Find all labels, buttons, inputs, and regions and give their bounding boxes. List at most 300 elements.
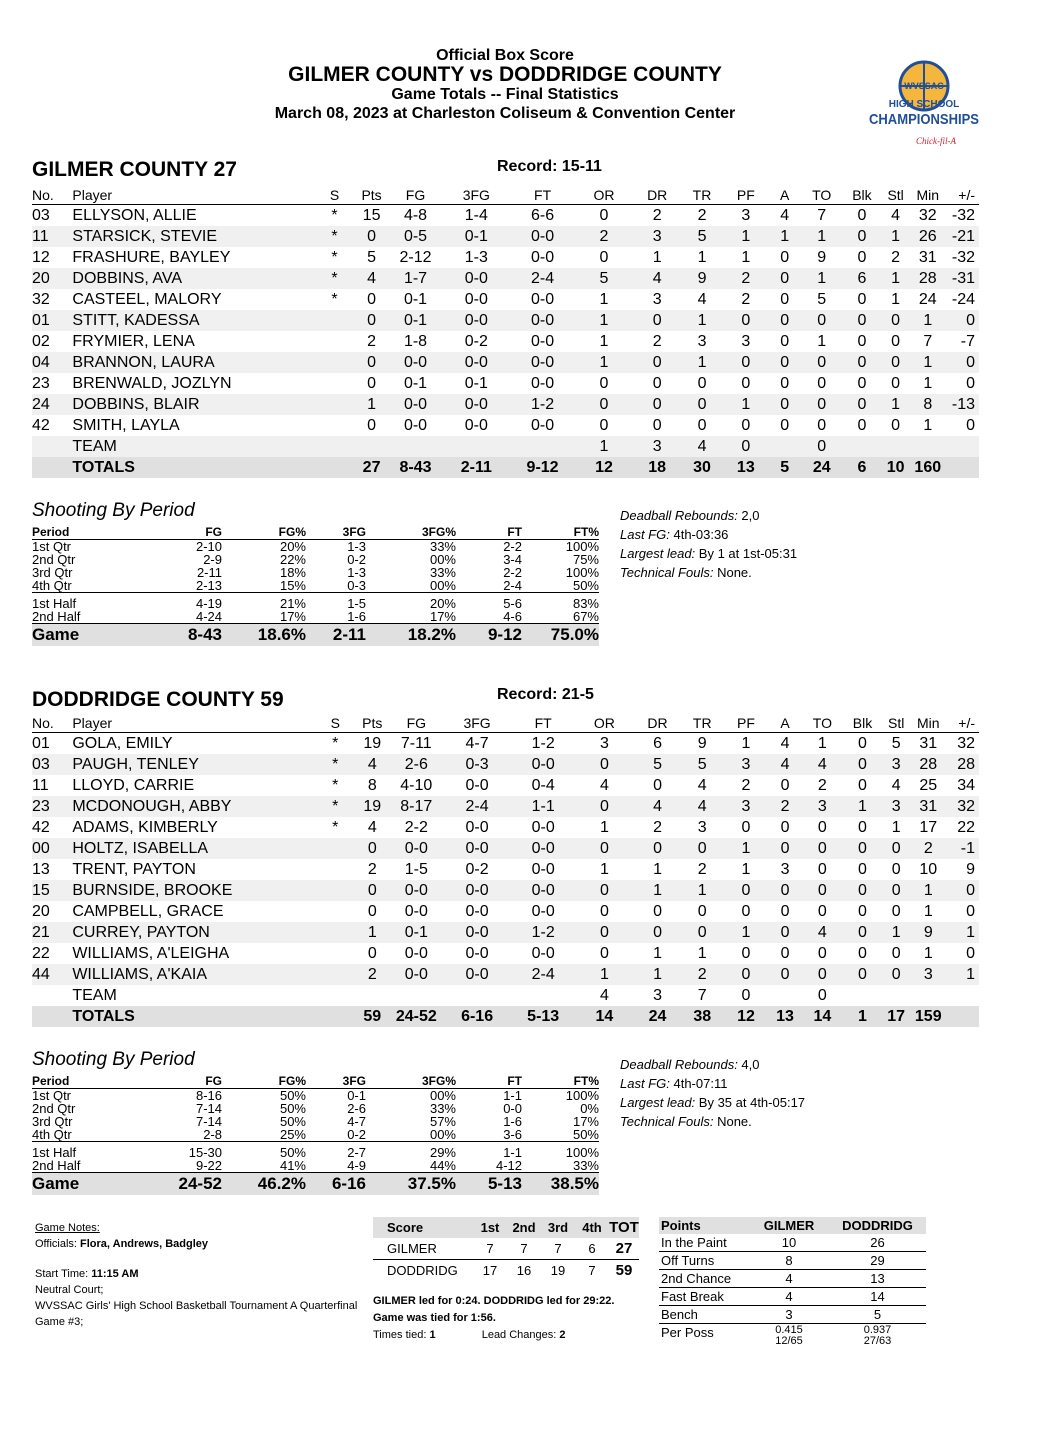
header-row [32, 714, 979, 733]
stat-cell: * [331, 290, 338, 308]
stat-cell: 1 [802, 268, 842, 289]
player-row [32, 373, 979, 394]
stat-cell: 0 [768, 922, 803, 943]
period-cell: 18% [279, 565, 306, 580]
half-cell: 1-5 [306, 593, 366, 611]
stat-cell: 0 [802, 310, 842, 331]
stat-cell: 3 [724, 796, 768, 817]
stat-cell: 1 [680, 352, 724, 373]
stat-cell: 0 [780, 902, 790, 920]
stat-cell: 0 [802, 838, 842, 859]
stat-cell: 2-4 [512, 964, 574, 985]
stat-cell: 0-0 [464, 290, 488, 308]
stat-cell: 0 [354, 838, 391, 859]
player-row [32, 943, 979, 964]
stat-cell: 0-0 [403, 416, 428, 434]
stat-cell: 03 [32, 754, 72, 775]
stat-cell: 0 [858, 734, 867, 752]
half-cell: 1-1 [456, 1142, 522, 1160]
per-poss-value [829, 1324, 926, 1349]
period-cell: 3rd Qtr [32, 565, 73, 580]
column-header: S [316, 186, 354, 205]
stat-cell: 0 [780, 332, 790, 350]
note-value: None. [713, 565, 752, 580]
period-cell: 1-3 [347, 565, 366, 580]
per-poss-ratio: 12/65 [775, 1335, 803, 1347]
half-cell: 33% [572, 1158, 599, 1173]
stat-cell: 00 [32, 838, 72, 859]
stat-cell: BRENWALD, JOZLYN [72, 374, 232, 392]
period-cell: 3rd Qtr [32, 1114, 73, 1129]
stat-cell: 0 [634, 394, 680, 415]
stat-cell [442, 985, 512, 1006]
period-cell: 3-4 [503, 552, 522, 567]
stat-cell: 0-0 [512, 754, 574, 775]
per-poss-rate: 0.937 [863, 1324, 892, 1336]
stat-cell: 32 [918, 206, 937, 224]
stat-cell: 0 [858, 944, 867, 962]
stat-cell [511, 436, 573, 457]
stat-cell: 0 [883, 838, 910, 859]
total-cell: 18 [634, 457, 680, 478]
game-cell: 46.2% [222, 1173, 306, 1196]
stat-cell: 7 [923, 332, 933, 350]
stat-cell: 01 [32, 310, 72, 331]
stat-cell: 1-7 [390, 268, 441, 289]
period-row [32, 1089, 599, 1103]
shooting-column-header: FG% [222, 1075, 306, 1089]
half-cell: 2nd Half [32, 1158, 81, 1173]
column-header: FG [391, 714, 442, 733]
stat-cell [317, 838, 354, 859]
total-cell: 27 [353, 457, 390, 478]
stat-cell: BRANNON, LAURA [72, 352, 315, 373]
stat-cell: 0 [780, 374, 790, 392]
stat-cell: 0 [741, 374, 751, 392]
period-cell: 7-14 [195, 1114, 222, 1129]
points-cell: 8 [749, 1252, 829, 1270]
column-header: TO [802, 714, 842, 733]
stat-cell: 0 [857, 374, 867, 392]
column-header: DR [635, 714, 681, 733]
stat-cell: 0 [574, 880, 634, 901]
column-header: Stl [883, 714, 910, 733]
total-cell: 159 [910, 1006, 947, 1027]
stat-cell: 0 [653, 902, 662, 920]
column-header: No. [32, 714, 72, 733]
period-cell: 2-13 [195, 578, 222, 593]
half-row [32, 1159, 599, 1173]
period-cell: 8-16 [195, 1088, 222, 1103]
stat-cell [316, 415, 354, 436]
stat-cell: 2 [891, 248, 901, 266]
score-cell: 19 [550, 1263, 566, 1278]
score-row [373, 1260, 639, 1282]
team2-shooting-title: Shooting By Period [32, 1049, 195, 1070]
half-cell: 1st Half [32, 593, 122, 611]
stat-cell: 0 [741, 818, 751, 836]
period-cell: 25% [279, 1127, 306, 1142]
game-cell: 6-16 [306, 1173, 366, 1196]
score-cell: 16 [516, 1263, 532, 1278]
game-cell: 37.5% [366, 1173, 456, 1196]
period-cell: 00% [429, 1127, 456, 1142]
stat-cell: 0 [857, 206, 867, 224]
stat-cell: 2 [817, 776, 827, 794]
court-note: Neutral Court; [35, 1284, 104, 1296]
note-line [620, 1093, 805, 1112]
total-cell: 12 [724, 1006, 768, 1027]
total-cell: 24 [635, 1006, 681, 1027]
stat-cell: 11 [32, 776, 49, 794]
column-header: DR [634, 186, 680, 205]
game-cell: 38.5% [522, 1173, 599, 1196]
stat-cell: 0-0 [531, 290, 555, 308]
team1-record: Record: 15-11 [497, 158, 602, 175]
per-poss-value [749, 1324, 829, 1349]
score-column-header: 4th [575, 1217, 609, 1238]
stat-cell: 0 [741, 944, 751, 962]
half-cell: 4-12 [495, 1158, 522, 1173]
stat-cell: * [316, 268, 354, 289]
points-cell: 14 [829, 1288, 926, 1306]
stat-cell: 3 [802, 796, 842, 817]
stat-cell: 0 [947, 880, 979, 901]
stat-cell [842, 436, 882, 457]
stat-cell: 2 [697, 206, 707, 224]
stat-cell: 0 [724, 310, 768, 331]
stat-cell: 0 [768, 880, 803, 901]
column-header: FT [512, 714, 574, 733]
stat-cell: 5 [680, 226, 724, 247]
stat-cell: 0 [652, 374, 662, 392]
stat-cell: * [317, 754, 354, 775]
stat-cell: 1 [574, 352, 635, 373]
officials-names: Flora, Andrews, Badgley [80, 1238, 208, 1250]
points-cell: 3 [749, 1306, 829, 1324]
stat-cell: 0 [574, 754, 634, 775]
stat-cell: 1 [741, 860, 751, 878]
stat-cell [512, 985, 574, 1006]
game-cell: 75.0% [522, 624, 599, 647]
stat-cell: 32 [957, 734, 975, 752]
stat-cell: 4 [802, 922, 842, 943]
total-cell: 6-16 [442, 1006, 512, 1027]
stat-cell: 0 [599, 902, 609, 920]
stat-cell: 0 [768, 394, 802, 415]
stat-cell [317, 964, 354, 985]
per-possession-row [659, 1324, 926, 1349]
stat-cell: 3 [599, 734, 609, 752]
officials-line: Officials: Flora, Andrews, Badgley [35, 1238, 208, 1250]
stat-cell: 0 [599, 944, 609, 962]
stat-cell [909, 436, 946, 457]
stat-cell: 2-4 [442, 796, 512, 817]
game-cell: 24-52 [122, 1173, 222, 1196]
logo-sponsor-text: Chick-fil-A [916, 136, 956, 146]
stat-cell: 0 [768, 310, 802, 331]
stat-cell [317, 901, 354, 922]
stat-cell: TEAM [72, 986, 117, 1004]
stat-cell: 1 [724, 922, 768, 943]
note-line [620, 563, 797, 582]
score-cell: 27 [609, 1238, 639, 1260]
player-row [32, 226, 979, 247]
stat-cell: 0 [697, 416, 707, 434]
total-cell: 38 [680, 1006, 724, 1027]
stat-cell: 44 [32, 964, 72, 985]
stat-cell: 28 [910, 754, 947, 775]
stat-cell [946, 436, 979, 457]
half-cell: 100% [522, 1142, 599, 1160]
stat-cell: -31 [946, 268, 979, 289]
stat-cell [316, 352, 354, 373]
period-cell: 1-1 [503, 1088, 522, 1103]
stat-cell [316, 373, 354, 394]
player-row [32, 331, 979, 352]
stat-cell: 0 [891, 374, 901, 392]
stat-cell: 0 [353, 310, 390, 331]
player-row [32, 415, 979, 436]
stat-cell: 0-1 [403, 374, 428, 392]
period-cell: 7-14 [195, 1101, 222, 1116]
period-cell: 33% [429, 539, 456, 554]
stat-cell: * [316, 226, 354, 247]
points-cell: Fast Break [659, 1288, 749, 1306]
total-cell: 24 [802, 457, 842, 478]
player-row [32, 985, 979, 1006]
note-value: By 1 at 1st-05:31 [695, 546, 798, 561]
stat-cell [317, 922, 354, 943]
stat-cell: 0 [680, 922, 724, 943]
total-cell: 6 [842, 457, 882, 478]
stat-cell: 3 [697, 818, 707, 836]
stat-cell: * [331, 206, 338, 224]
note-label: Last FG: [620, 527, 670, 542]
stat-cell [317, 880, 354, 901]
stat-cell: 8-17 [391, 796, 442, 817]
stat-cell: 1 [923, 416, 933, 434]
points-cell: Off Turns [659, 1252, 749, 1270]
stat-cell: 2 [697, 860, 707, 878]
points-column-header: DODDRIDG [829, 1217, 926, 1234]
note-label: Largest lead: [620, 1095, 696, 1110]
stat-cell: 20 [32, 902, 50, 920]
stat-cell: 1 [653, 860, 662, 878]
stat-cell: 0-0 [531, 416, 555, 434]
stat-cell: 3 [652, 290, 662, 308]
period-cell: 2-2 [503, 539, 522, 554]
total-cell: 13 [724, 457, 768, 478]
stat-cell: 1 [599, 818, 609, 836]
score-cell: 59 [615, 1262, 633, 1279]
stat-cell: 0 [842, 922, 882, 943]
stat-cell: 5 [891, 734, 901, 752]
stat-cell: 0 [946, 310, 979, 331]
stat-cell: 0 [858, 902, 867, 920]
stat-cell: 0 [802, 352, 842, 373]
stat-cell [317, 985, 354, 1006]
stat-cell: 1 [947, 922, 979, 943]
shooting-column-header: FG [122, 1075, 222, 1089]
stat-cell: 1 [883, 922, 910, 943]
stat-cell: 0 [802, 880, 842, 901]
stat-cell: 0 [858, 776, 867, 794]
stat-cell: 0-1 [441, 226, 511, 247]
stat-cell: 1 [923, 902, 933, 920]
stat-cell: 0 [842, 964, 882, 985]
stat-cell: 32 [32, 290, 50, 308]
stat-cell: 3 [883, 754, 910, 775]
stat-cell: 0 [780, 416, 790, 434]
stat-cell: 1 [923, 374, 933, 392]
per-poss-ratio: 27/63 [863, 1335, 892, 1347]
note-line [620, 506, 797, 525]
stat-cell: 4 [680, 796, 724, 817]
stat-cell: 0 [891, 902, 901, 920]
period-cell: 1-3 [347, 539, 366, 554]
period-cell: 00% [429, 552, 456, 567]
stat-cell: 9 [817, 248, 827, 266]
stat-cell: 8 [909, 394, 946, 415]
column-header: Stl [882, 186, 909, 205]
report-header [0, 47, 1010, 123]
stat-cell: 9 [910, 922, 947, 943]
stat-cell [391, 985, 442, 1006]
shooting-column-header: Period [32, 526, 122, 540]
stat-cell [316, 436, 354, 457]
stat-cell: PAUGH, TENLEY [72, 754, 316, 775]
note-value: 2,0 [737, 508, 760, 523]
stat-cell: 0 [680, 838, 724, 859]
half-cell: 1-6 [347, 609, 366, 624]
stat-cell: 04 [32, 352, 72, 373]
stat-cell [883, 985, 910, 1006]
column-header: S [317, 714, 354, 733]
stat-cell: 0-0 [391, 880, 442, 901]
stat-cell [316, 331, 354, 352]
points-cell: 2nd Chance [659, 1270, 749, 1288]
stat-cell: 3 [780, 860, 790, 878]
period-cell: 1-6 [503, 1114, 522, 1129]
period-cell: 4-7 [347, 1114, 366, 1129]
stat-cell: 31 [918, 248, 937, 266]
note-value: 4th-07:11 [669, 1076, 728, 1091]
stat-cell: TEAM [72, 436, 315, 457]
total-cell: 10 [882, 457, 909, 478]
stat-cell: 4 [697, 776, 707, 794]
stat-cell: 24 [918, 290, 937, 308]
period-cell: 0-0 [503, 1101, 522, 1116]
stat-cell: 1 [817, 332, 827, 350]
stat-cell [842, 985, 882, 1006]
note-line [620, 1112, 805, 1131]
half-cell: 44% [429, 1158, 456, 1173]
stat-cell: 0 [353, 352, 390, 373]
period-cell: 2nd Qtr [32, 552, 76, 567]
stat-cell: 23 [32, 374, 50, 392]
note-label: Deadball Rebounds: [620, 508, 738, 523]
stat-cell: 0-5 [390, 226, 441, 247]
stat-cell: 1 [842, 796, 882, 817]
note-label: Largest lead: [620, 546, 696, 561]
stat-cell: 1 [653, 944, 662, 962]
stat-cell [882, 436, 909, 457]
stat-cell: 1-2 [512, 922, 574, 943]
column-header: FG [390, 186, 441, 205]
period-cell: 0-3 [347, 578, 366, 593]
period-cell: 4th Qtr [32, 578, 72, 593]
ties-and-changes: Times tied: 1 Lead Changes: 2 [373, 1329, 566, 1341]
team2-shooting-table [32, 1075, 599, 1195]
period-cell: 2-2 [503, 565, 522, 580]
stat-cell: 7 [697, 986, 707, 1004]
period-cell: 1st Qtr [32, 1088, 72, 1103]
stat-cell: 34 [957, 776, 975, 794]
team1-shooting-table [32, 526, 599, 646]
stat-cell: 4-8 [403, 206, 428, 224]
shooting-column-header: FG% [222, 526, 306, 540]
stat-cell: CURREY, PAYTON [72, 922, 316, 943]
stat-cell: 0-0 [465, 902, 489, 920]
stat-cell: 2 [574, 226, 635, 247]
stat-cell: -13 [946, 394, 979, 415]
stat-cell: 0-0 [511, 310, 573, 331]
stat-cell: 26 [909, 226, 946, 247]
stat-cell: * [332, 818, 339, 836]
stat-cell: WILLIAMS, A'LEIGHA [72, 944, 230, 962]
points-row [659, 1270, 926, 1288]
stat-cell: 4 [891, 206, 901, 224]
stat-cell: 0 [802, 394, 842, 415]
period-row [32, 1128, 599, 1142]
period-cell: 2-8 [203, 1127, 222, 1142]
game-cell: 2-11 [306, 624, 366, 647]
total-cell: 2-11 [441, 457, 511, 478]
stat-cell: 1-8 [403, 332, 428, 350]
stat-cell: 0 [768, 268, 802, 289]
stat-cell: 0-0 [531, 818, 555, 836]
stat-cell: 0 [768, 352, 802, 373]
stat-cell [947, 985, 979, 1006]
stat-cell: 0-3 [442, 754, 512, 775]
stat-cell: 17 [919, 818, 938, 836]
note-line [620, 1074, 805, 1093]
stat-cell: 0 [741, 902, 751, 920]
stat-cell: 4-10 [400, 776, 433, 794]
stat-cell: 0-1 [390, 310, 441, 331]
stat-cell: 0-0 [442, 880, 512, 901]
stat-cell: 0 [966, 416, 975, 434]
half-cell: 21% [222, 593, 306, 611]
stat-cell: 0 [817, 860, 827, 878]
points-cell: In the Paint [659, 1234, 749, 1252]
total-cell: 24-52 [391, 1006, 442, 1027]
stat-cell: 0 [817, 944, 827, 962]
stat-cell: 0-0 [511, 226, 573, 247]
period-cell: 50% [279, 1114, 306, 1129]
stat-cell: 1 [891, 818, 901, 836]
stat-cell: 0 [817, 416, 827, 434]
points-row [659, 1306, 926, 1324]
period-cell: 2-4 [503, 578, 522, 593]
stat-cell: 01 [32, 734, 50, 752]
stat-cell: 4 [802, 754, 842, 775]
team2-title: DODDRIDGE COUNTY 59 [32, 688, 284, 711]
stat-cell: 0 [599, 374, 609, 392]
stat-cell: DOBBINS, BLAIR [72, 394, 315, 415]
column-header: TR [680, 714, 724, 733]
